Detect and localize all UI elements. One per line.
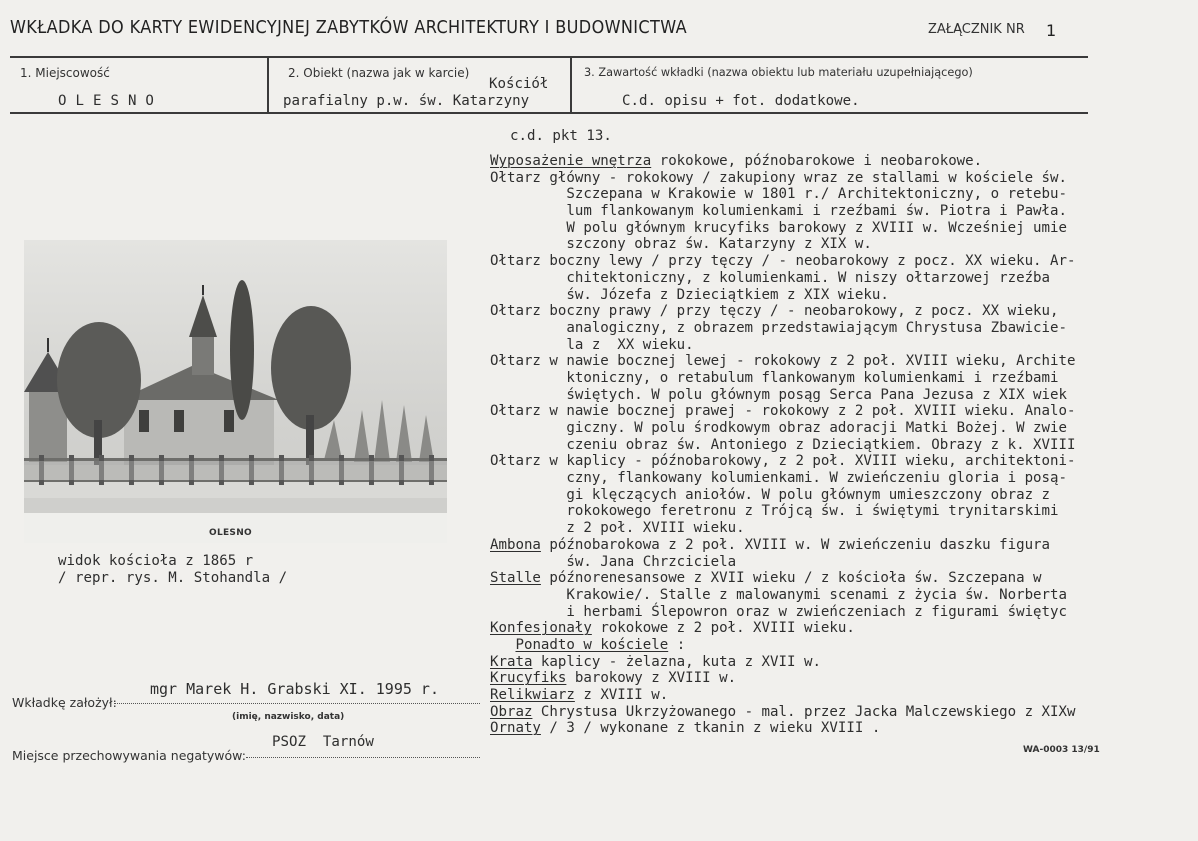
line-text: Ołtarz boczny lewy / przy tęczy / - neobarokowy z pocz. XX wieku. Ar- — [490, 253, 1076, 270]
body-line — [490, 470, 1196, 487]
underlined-term: Krata — [490, 653, 533, 670]
line-text: / 3 / wykonane z tkanin z wieku XVIII . — [540, 720, 881, 737]
line-text: giczny. W polu środkowym obraz adoracji Matki Bożej. W zwie — [490, 420, 1067, 436]
church-drawing — [24, 240, 447, 513]
negatives-label: Miejsce przechowywania negatywów: — [12, 748, 246, 763]
line-text: i herbami Ślepowron oraz w zwieńczeniach z figurami świętyc — [490, 603, 1067, 620]
line-text: Szczepana w Krakowie w 1801 r./ Architektoniczny, o retebu- — [490, 186, 1067, 203]
underlined-term: Konfesjonały — [490, 620, 592, 637]
line-text: szczony obraz św. Katarzyny z XIX w. — [490, 236, 872, 253]
object-value-line2: parafialny p.w. św. Katarzyny — [283, 93, 530, 109]
body-line — [490, 337, 1196, 354]
line-text: rokokowego feretronu z Trójcą św. i świętymi trynitarskimi — [490, 503, 1059, 520]
header-rule-bottom — [10, 112, 1088, 114]
body-line — [490, 670, 1196, 687]
line-text: la z XX wieku. — [490, 336, 694, 353]
body-line — [490, 320, 1196, 337]
body-line — [490, 720, 1196, 737]
line-text: Ołtarz główny - rokokowy / zakupiony wraz ze stallami w kościele św. — [490, 169, 1067, 186]
body-line — [490, 236, 1196, 253]
line-text: Krakowie/. Stalle z malowanymi scenami z życia św. Norberta — [490, 586, 1067, 603]
underlined-term: Obraz — [490, 703, 533, 720]
line-text: św. Józefa z Dzieciątkiem z XIX wieku. — [490, 286, 889, 303]
body-line — [490, 186, 1196, 203]
line-text: rokokowe, późnobarokowe i neobarokowe. — [651, 153, 983, 169]
body-line — [490, 420, 1196, 437]
body-line — [490, 170, 1196, 187]
line-text: analogiczny, z obrazem przedstawiającym Chrystusa Zbawicie- — [490, 319, 1067, 336]
body-line — [490, 203, 1196, 220]
body-line — [490, 604, 1196, 621]
line-text: ktoniczny, o retabulum flankowanym kolumienkami i rzeźbami — [490, 369, 1059, 386]
underlined-term: Stalle — [490, 570, 541, 587]
body-text — [490, 153, 1196, 737]
body-line — [490, 654, 1196, 671]
line-text: chitektoniczny, z kolumienkami. W niszy ołtarzowej rzeźba — [490, 269, 1051, 286]
underlined-term: Krucyfiks — [490, 670, 567, 687]
line-text: późnobarokowa z 2 poł. XVIII w. W zwieńczeniu daszku figura — [540, 536, 1051, 553]
line-text: świętych. W polu głównym posąg Serca Pana Jezusa z XIX wiek — [490, 386, 1067, 403]
archive-stamp: WA-0003 13/91 — [1023, 745, 1100, 755]
line-text — [490, 637, 515, 653]
line-text: z 2 poł. XVIII wieku. — [490, 520, 745, 537]
line-text: czny, flankowany kolumienkami. W zwieńczeniu gloria i posą- — [490, 470, 1067, 487]
body-line — [490, 303, 1196, 320]
attachment-label: ZAŁĄCZNIK NR — [928, 22, 1025, 37]
body-line — [490, 387, 1196, 404]
founded-value: mgr Marek H. Grabski XI. 1995 r. — [150, 680, 439, 698]
line-text: lum flankowanym kolumienkami i rzeźbami św. Piotra i Pawła. — [490, 203, 1067, 220]
line-text: czeniu obraz św. Antoniego z Dzieciątkiem. Obrazy z k. XVIII — [490, 436, 1076, 453]
negatives-value: PSOZ Tarnów — [272, 734, 374, 750]
line-text: Ołtarz boczny prawy / przy tęczy / - neobarokowy, z pocz. XX wieku, — [490, 303, 1059, 320]
line-text: późnorenesansowe z XVII wieku / z kościoła św. Szczepana w — [540, 570, 1042, 587]
line-text: św. Jana Chrzciciela — [490, 553, 737, 570]
body-line — [490, 287, 1196, 304]
body-line — [490, 637, 1196, 654]
line-text: rokokowe z 2 poł. XVIII wieku. — [591, 620, 855, 637]
underlined-term: Wyposażenie wnętrza — [490, 153, 652, 169]
field-divider-1 — [267, 56, 269, 114]
underlined-term: Ornaty — [490, 720, 541, 737]
line-text: gi klęczących aniołów. W polu głównym umieszczony obraz z — [490, 486, 1051, 503]
body-line — [490, 353, 1196, 370]
underlined-term: Ponadto w kościele — [515, 636, 669, 653]
location-value: OLESNO — [58, 93, 163, 109]
line-text: barokowy z XVIII w. — [566, 670, 737, 687]
attachment-number: 1 — [1046, 21, 1057, 40]
underlined-term: Relikwiarz — [490, 687, 575, 703]
object-label: 2. Obiekt (nazwa jak w karcie) — [288, 66, 470, 80]
body-line — [490, 253, 1196, 270]
line-text: Ołtarz w nawie bocznej lewej - rokokowy z 2 poł. XVIII wieku, Archite — [490, 353, 1076, 370]
body-line — [490, 520, 1196, 537]
field-divider-2 — [570, 56, 572, 114]
body-line — [490, 587, 1196, 604]
founded-underline — [114, 703, 480, 704]
body-line — [490, 537, 1196, 554]
content-label: 3. Zawartość wkładki (nazwa obiektu lub materiału uzupełniającego) — [584, 66, 973, 79]
body-line — [490, 153, 1196, 170]
body-line — [490, 220, 1196, 237]
content-value: C.d. opisu + fot. dodatkowe. — [622, 93, 860, 109]
founded-hint: (imię, nazwisko, data) — [232, 712, 345, 722]
line-text: Ołtarz w nawie bocznej prawej - rokokowy z 2 poł. XVIII wieku. Analo- — [490, 403, 1076, 420]
body-heading: c.d. pkt 13. — [510, 128, 612, 144]
body-line — [490, 437, 1196, 454]
line-text: W polu głównym krucyfiks barokowy z XVIII w. Wcześniej umie — [490, 219, 1067, 236]
body-line — [490, 370, 1196, 387]
body-line — [490, 453, 1196, 470]
photo-caption-line1: widok kościoła z 1865 r — [58, 553, 254, 569]
body-line — [490, 487, 1196, 504]
underlined-term: Ambona — [490, 536, 541, 553]
body-line — [490, 270, 1196, 287]
form-title: WKŁADKA DO KARTY EWIDENCYJNEJ ZABYTKÓW ARCHITEKTURY I BUDOWNICTWA — [10, 18, 688, 38]
negatives-underline — [246, 757, 480, 758]
founded-label: Wkładkę założył: — [12, 695, 117, 710]
body-line — [490, 570, 1196, 587]
body-line — [490, 620, 1196, 637]
line-text: Chrystusa Ukrzyżowanego - mal. przez Jacka Malczewskiego z XIXw — [532, 703, 1076, 720]
body-line — [490, 403, 1196, 420]
line-text: kaplicy - żelazna, kuta z XVII w. — [532, 653, 821, 670]
church-photo — [24, 240, 447, 543]
header-rule-top — [10, 56, 1088, 58]
location-label: 1. Miejscowość — [20, 66, 110, 80]
body-line — [490, 503, 1196, 520]
object-value-line1: Kościół — [489, 76, 549, 92]
body-line — [490, 554, 1196, 571]
photo-label: OLESNO — [209, 528, 252, 538]
body-line — [490, 687, 1196, 704]
line-text: : — [668, 636, 686, 653]
photo-caption-line2: / repr. rys. M. Stohandla / — [58, 570, 288, 586]
line-text: Ołtarz w kaplicy - późnobarokowy, z 2 poł. XVIII wieku, architektoni- — [490, 453, 1076, 470]
line-text: z XVIII w. — [574, 687, 669, 703]
body-line — [490, 704, 1196, 721]
